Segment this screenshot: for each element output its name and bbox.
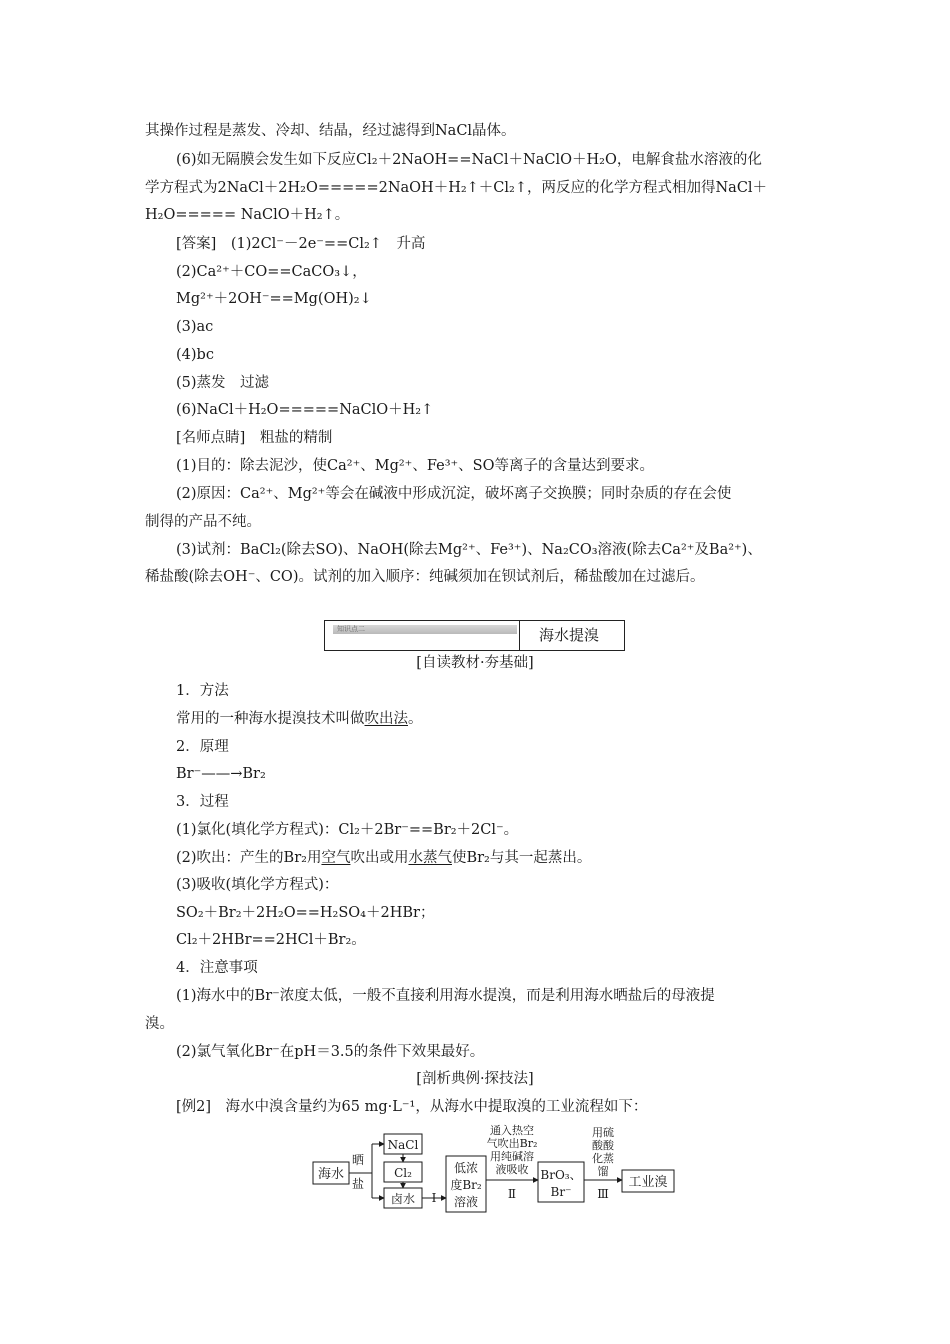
answer-line: (5)蒸发 过滤: [176, 375, 270, 391]
answer-line: [答案] (1)2Cl⁻－2e⁻==Cl₂↑ 升高: [176, 236, 426, 252]
text-line: (1)海水中的Br⁻浓度太低，一般不直接利用海水提溴，而是利用海水晒盐后的母液提: [176, 988, 715, 1004]
tip-line: 稀盐酸(除去OH⁻、CO)。试剂的加入顺序：纯碱须加在钡试剂后，稀盐酸加在过滤后。: [145, 569, 705, 585]
answer-line: Mg²⁺＋2OH⁻==Mg(OH)₂↓: [176, 291, 372, 307]
low-br2-label-2: 度Br₂: [450, 1178, 482, 1192]
low-br2-label-3: 溶液: [453, 1195, 479, 1209]
tip-line: 制得的产品不纯。: [145, 514, 261, 530]
text-line: [176, 709, 423, 729]
text-line: (2)氯气氧化Br⁻在pH＝3.5的条件下效果最好。: [176, 1044, 485, 1060]
step-2-condition-3: 用纯碱溶: [490, 1150, 534, 1163]
text-span: 常用的一种海水提溴技术叫做: [176, 711, 365, 727]
text-span: 。: [408, 711, 423, 727]
answer-blank: 空气: [321, 850, 351, 866]
low-br2-label-1: 低浓: [453, 1161, 479, 1175]
answer-line: (2)Ca²⁺＋CO==CaCO₃↓，: [176, 264, 367, 280]
section-subtitle: [剖析典例·探技法]: [416, 1071, 534, 1087]
step-3-label: Ⅲ: [597, 1187, 609, 1201]
text-line: (6)如无隔膜会发生如下反应Cl₂＋2NaOH==NaCl＋NaClO＋H₂O，电解食盐水溶液的化: [176, 152, 762, 168]
text-line: (3)吸收(填化学方程式)：: [176, 877, 339, 893]
tip-line: (3)试剂：BaCl₂(除去SO)、NaOH(除去Mg²⁺、Fe³⁺)、Na₂CO₃溶液(除去Ca²⁺及Ba²⁺)、: [176, 542, 762, 558]
text-line: SO₂＋Br₂＋2H₂O==H₂SO₄＋2HBr；: [176, 905, 435, 921]
text-line: (1)氯化(填化学方程式)：Cl₂＋2Br⁻==Br₂＋2Cl⁻。: [176, 822, 519, 838]
step-2-label: Ⅱ: [507, 1187, 517, 1201]
tip-line: (2)原因：Ca²⁺、Mg²⁺等会在碱液中形成沉淀，破坏离子交换膜；同时杂质的存在会使: [176, 486, 732, 502]
answer-line: (4)bc: [176, 347, 214, 363]
text-line: [176, 848, 591, 868]
step-2-condition-1: 通入热空: [490, 1124, 534, 1137]
cl2-label: Cl₂: [394, 1166, 412, 1180]
example-line: [例2] 海水中溴含量约为65 mg·L⁻¹，从海水中提取溴的工业流程如下：: [176, 1099, 648, 1115]
item-heading: 4．注意事项: [176, 960, 258, 976]
text-line: 其操作过程是蒸发、冷却、结晶，经过滤得到NaCl晶体。: [145, 123, 516, 139]
text-line: H₂O===== NaClO＋H₂↑。: [145, 207, 350, 223]
section-divider: [519, 621, 520, 650]
bro3-label: BrO₃、: [540, 1168, 582, 1182]
section-header-box: [324, 620, 625, 651]
step-3-condition-3: 化蒸: [592, 1152, 614, 1165]
br-label: Br⁻: [550, 1185, 572, 1199]
step-1-label: Ⅰ: [431, 1191, 437, 1205]
step-3-condition-1: 用硫: [592, 1126, 614, 1139]
text-line: Br⁻——→Br₂: [176, 766, 266, 782]
text-span: (2)吹出：产生的Br₂用: [176, 850, 322, 866]
answer-blank: 吹出法: [364, 711, 408, 727]
answer-line: (6)NaCl＋H₂O=====NaClO＋H₂↑: [176, 402, 434, 418]
step-2-condition-2: 气吹出Br₂: [486, 1137, 538, 1150]
tip-heading: [名师点睛] 粗盐的精制: [176, 430, 333, 446]
sun-label-1: 晒: [351, 1153, 365, 1167]
section-badge: [333, 625, 517, 634]
brine-label: 卤水: [390, 1192, 416, 1206]
step-3-condition-4: 馏: [597, 1165, 609, 1178]
step-3-condition-2: 酸酸: [592, 1139, 614, 1152]
sun-label-2: 盐: [351, 1177, 365, 1191]
item-heading: 3．过程: [176, 794, 229, 810]
text-span: 吹出或用: [350, 850, 409, 866]
bromine-flow-diagram: [300, 1122, 680, 1218]
text-span: 使Br₂与其一起蒸出。: [451, 850, 592, 866]
answer-line: (3)ac: [176, 319, 214, 335]
step-2-condition-4: 液吸收: [495, 1163, 529, 1176]
section-badge-text: 知识点二: [337, 625, 365, 633]
seawater-label: 海水: [317, 1167, 345, 1182]
section-title: 海水提溴: [539, 626, 600, 644]
item-heading: 1．方法: [176, 683, 229, 699]
text-line: Cl₂＋2HBr==2HCl＋Br₂。: [176, 932, 366, 948]
tip-line: (1)目的：除去泥沙，使Ca²⁺、Mg²⁺、Fe³⁺、SO等离子的含量达到要求。: [176, 458, 654, 474]
text-line: 溴。: [145, 1016, 174, 1032]
text-line: 学方程式为2NaCl＋2H₂O=====2NaOH＋H₂↑＋Cl₂↑，两反应的化学方程式相加得NaCl＋: [145, 180, 768, 196]
item-heading: 2．原理: [176, 739, 229, 755]
answer-blank: 水蒸气: [408, 850, 452, 866]
section-subtitle: [自读教材·夯基础]: [416, 655, 534, 671]
product-label: 工业溴: [628, 1175, 668, 1190]
nacl-label: NaCl: [387, 1138, 419, 1152]
